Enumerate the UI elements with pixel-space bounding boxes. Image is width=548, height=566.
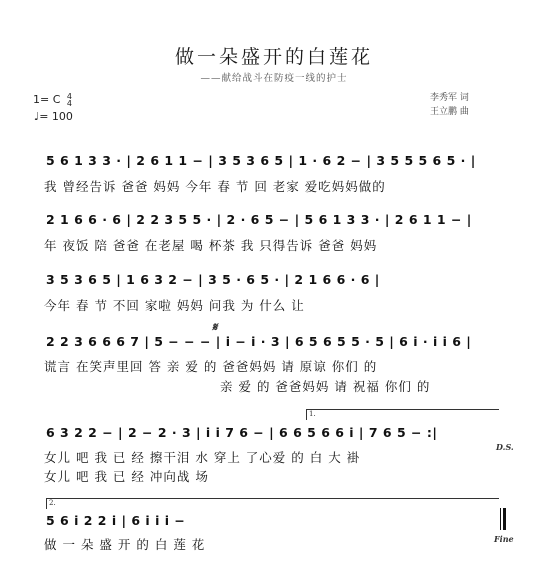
song-title: 做一朵盛开的白莲花 <box>174 46 373 68</box>
time-signature <box>67 93 72 107</box>
notation-line-6: 5 6 i 2 2 i | 6 i i i − <box>46 513 186 528</box>
key-label: 1= C <box>33 93 61 106</box>
notation-line-1: 5 6 1 3 3 · | 2 6 1 1 − | 3 5 3 6 5 | 1 · 6 2 − | 3 5 5 5 6 5 · | <box>46 153 476 168</box>
volta-bracket-2 <box>46 498 499 509</box>
lyrics-line-5: 女儿 吧 我 已 经 擦干泪 水 穿上 了心爱 的 白 大 褂 <box>44 450 361 465</box>
lyricist-credit: 李秀军 词 <box>430 93 469 103</box>
time-bottom: 4 <box>66 99 72 108</box>
notation-line-4: 2 2 3 6 6 6 7 | 5 − − − | i − i · 3 | 6 5 6 5 5 · 5 | 6 i · i i 6 | <box>46 334 472 349</box>
lyrics-line-3: 今年 春 节 不回 家啦 妈妈 问我 为 什么 让 <box>44 298 305 313</box>
segno-mark: 𝄋 <box>212 320 218 334</box>
lyrics-line-4: 谎言 在笑声里回 答 亲 爱 的 爸爸妈妈 请 原谅 你们 的 <box>44 359 378 374</box>
lyrics-line-6: 做 一 朵 盛 开 的 白 莲 花 <box>44 537 206 552</box>
song-subtitle: ——献给战斗在防疫一线的护士 <box>200 73 348 84</box>
fine-mark: Fine <box>494 534 514 544</box>
lyrics-line-5-verse-2: 女儿 吧 我 已 经 冲向战 场 <box>44 469 209 484</box>
notation-line-5: 6 3 2 2 − | 2 − 2 · 3 | i i 7 6 − | 6 6 5 6 6 i | 7 6 5 − :| <box>46 425 438 440</box>
lyrics-line-2: 年 夜饭 陪 爸爸 在老屋 喝 杯茶 我 只得告诉 爸爸 妈妈 <box>44 238 378 253</box>
final-barline <box>500 508 506 530</box>
volta-bracket-1 <box>306 409 499 420</box>
lyrics-line-1: 我 曾经告诉 爸爸 妈妈 今年 春 节 回 老家 爱吃妈妈做的 <box>44 179 386 194</box>
lyrics-line-4-verse-2: 亲 爱 的 爸爸妈妈 请 祝福 你们 的 <box>220 379 431 394</box>
ds-mark: D.S. <box>496 442 514 452</box>
tempo-marking: ♩= 100 <box>34 110 73 123</box>
composer-credit: 王立鹏 曲 <box>430 107 469 117</box>
volta-1-label: 1. <box>309 410 316 418</box>
notation-line-3: 3 5 3 6 5 | 1 6 3 2 − | 3 5 · 6 5 · | 2 1 6 6 · 6 | <box>46 272 380 287</box>
time-top: 4 <box>66 92 72 101</box>
key-signature <box>33 93 72 107</box>
volta-2-label: 2. <box>49 499 56 507</box>
notation-line-2: 2 1 6 6 · 6 | 2 2 3 5 5 · | 2 · 6 5 − | 5 6 1 3 3 · | 2 6 1 1 − | <box>46 212 472 227</box>
